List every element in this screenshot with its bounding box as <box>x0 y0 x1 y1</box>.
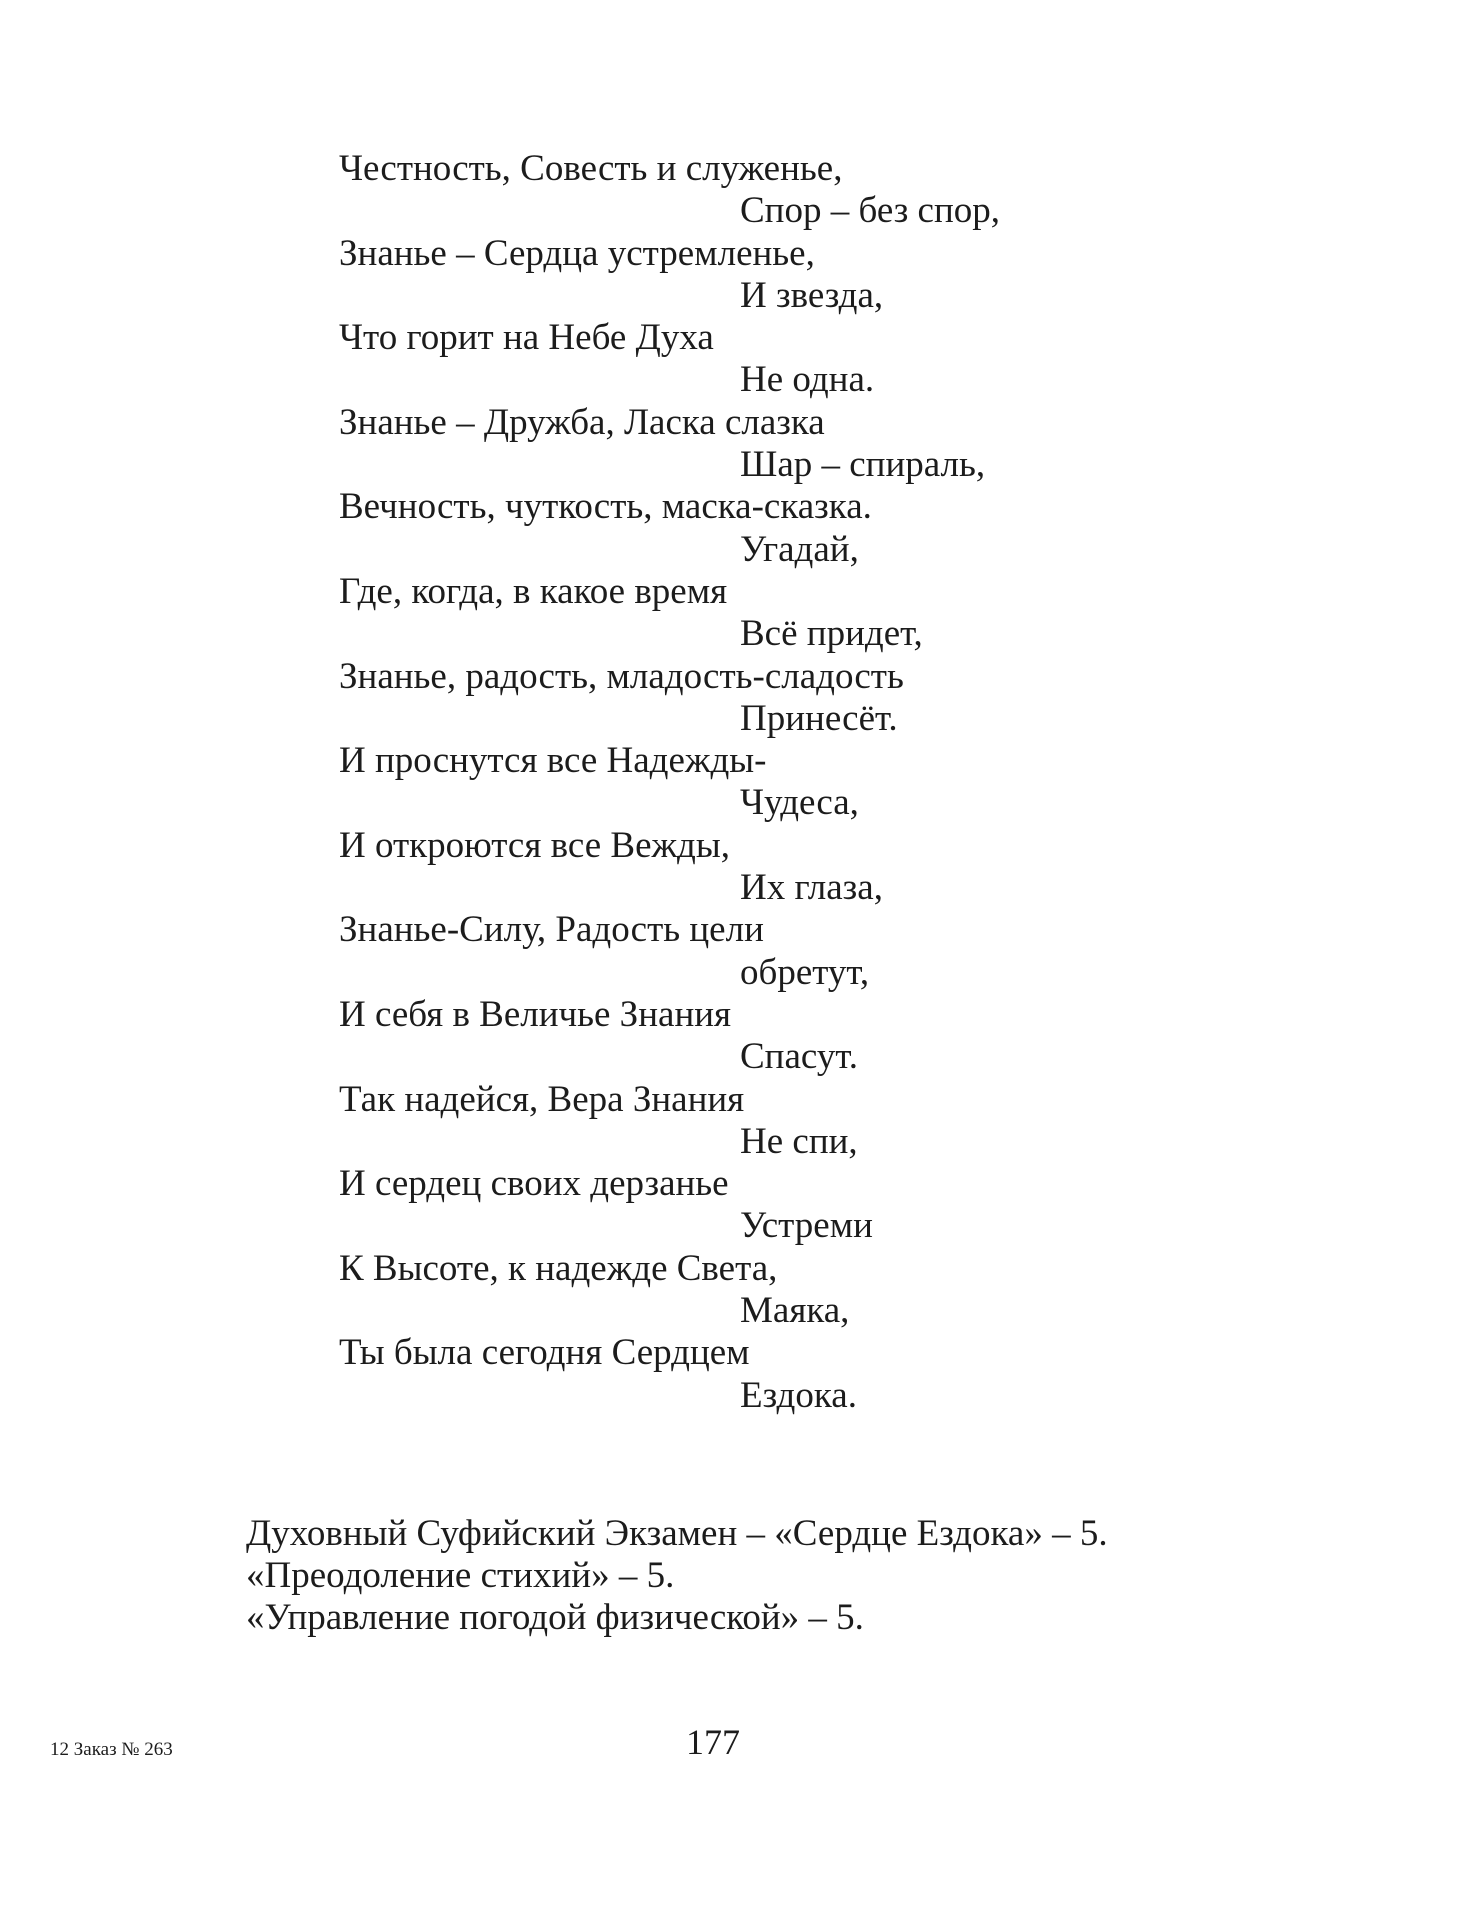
poem-line: Устреми <box>740 1205 873 1247</box>
poem-line: И сердец своих дерзанье <box>339 1163 729 1205</box>
poem-line: Их глаза, <box>740 867 883 909</box>
poem-line: Маяка, <box>740 1290 850 1332</box>
poem-line: И проснутся все Надежды- <box>339 740 767 782</box>
exam-result-line: «Управление погодой физической» – 5. <box>246 1597 864 1638</box>
poem-line: Где, когда, в какое время <box>339 570 728 612</box>
poem-line: Вечность, чуткость, маска-сказка. <box>339 486 872 528</box>
print-order-note: 12 Заказ № 263 <box>50 1739 173 1760</box>
poem-line: Что горит на Небе Духа <box>339 317 714 359</box>
poem-line: Не одна. <box>740 359 875 401</box>
poem-line: Угадай, <box>740 528 859 570</box>
poem <box>0 148 1468 1417</box>
poem-line: Знанье-Силу, Радость цели <box>339 909 764 951</box>
poem-line: И себя в Величье Знания <box>339 993 732 1035</box>
poem-line: Спасут. <box>740 1036 858 1078</box>
poem-line: Ты была сегодня Сердцем <box>339 1332 750 1374</box>
poem-line: Чудеса, <box>740 782 859 824</box>
poem-line: И звезда, <box>740 274 884 316</box>
exam-results <box>246 1513 1108 1639</box>
exam-result-line: «Преодоление стихий» – 5. <box>246 1555 675 1596</box>
poem-line: Честность, Совесть и служенье, <box>339 148 843 189</box>
poem-line: Спор – без спор, <box>740 190 1001 232</box>
poem-line: Всё придет, <box>740 613 923 655</box>
poem-line: К Высоте, к надежде Света, <box>339 1247 778 1289</box>
poem-line: Знанье – Дружба, Ласка слазка <box>339 401 825 443</box>
poem-line: Так надейся, Вера Знания <box>339 1078 745 1120</box>
poem-line: обретут, <box>740 951 870 993</box>
poem-line: Знанье – Сердца устремленье, <box>339 232 815 274</box>
poem-line: Ездока. <box>740 1374 857 1416</box>
poem-line: Шар – спираль, <box>740 444 986 486</box>
poem-line: Принесёт. <box>740 697 898 739</box>
poem-line: Знанье, радость, младость-сладость <box>339 655 904 697</box>
exam-result-line: Духовный Суфийский Экзамен – «Сердце Ездока» – 5. <box>246 1513 1108 1554</box>
page-number: 177 <box>686 1722 740 1762</box>
poem-line: Не спи, <box>740 1120 858 1162</box>
poem-line: И откроются все Вежды, <box>339 824 730 866</box>
